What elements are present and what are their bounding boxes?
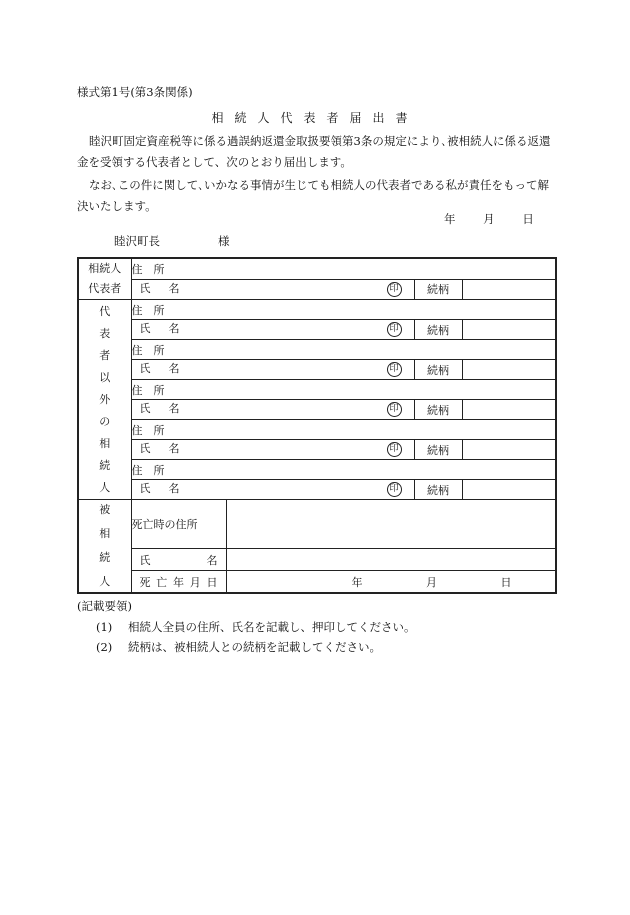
deceased-header: 被 相 続 人 xyxy=(78,500,131,594)
other-heir-address-row xyxy=(78,380,556,400)
deceased-year-unit: 年 xyxy=(351,575,363,589)
deceased-name-row xyxy=(78,549,556,571)
addressee-honorific: 様 xyxy=(218,234,230,248)
other-heirs-header-char: 以 xyxy=(99,370,111,384)
relation-label: 続柄 xyxy=(414,440,462,460)
other-heir-relation-field[interactable] xyxy=(462,440,556,460)
other-heirs-header-char: 者 xyxy=(99,348,111,362)
other-heir-address-row xyxy=(78,300,556,320)
other-heir-name-row xyxy=(78,480,556,500)
seal-icon: 印 xyxy=(387,322,402,337)
other-heir-relation-field[interactable] xyxy=(462,320,556,340)
other-heir-name-field[interactable] xyxy=(131,480,414,500)
address-label: 住 所 xyxy=(131,423,165,437)
form-title: 相続人代表者届出書 xyxy=(211,111,419,125)
other-heir-address-row xyxy=(78,460,556,480)
representative-header-line1: 相続人 xyxy=(88,262,122,275)
representative-relation-field[interactable] xyxy=(462,279,556,300)
other-heir-address-field[interactable] xyxy=(131,380,556,400)
name-label: 氏 名 xyxy=(139,281,180,295)
note-item: (1) 相続人全員の住所、氏名を記載し、押印してください。 xyxy=(96,620,416,634)
other-heir-address-field[interactable] xyxy=(131,420,556,440)
other-heir-name-row xyxy=(78,360,556,380)
responsibility-paragraph: なお､この件に関して､いかなる事情が生じても相続人の代表者である私が責任をもって解決いたします。 xyxy=(77,178,549,213)
other-heir-name-field[interactable] xyxy=(131,400,414,420)
address-label: 住 所 xyxy=(131,262,165,276)
day-label: 日 xyxy=(522,212,534,226)
submission-date[interactable] xyxy=(444,211,534,227)
deceased-month-unit: 月 xyxy=(426,575,437,589)
other-heir-address-row xyxy=(78,340,556,360)
seal-icon: 印 xyxy=(387,362,402,377)
address-label: 住 所 xyxy=(131,383,165,397)
address-label: 住 所 xyxy=(131,343,165,357)
seal-icon: 印 xyxy=(387,442,402,457)
heirs-form-table xyxy=(77,257,557,594)
year-label: 年 xyxy=(444,212,456,226)
name-label: 氏 名 xyxy=(139,322,180,335)
deceased-name-field[interactable] xyxy=(226,549,556,571)
intro-paragraph: 睦沢町固定資産税等に係る過誤納返還金取扱要領第3条の規定により､被相続人に係る返還金を受領する代表者として、次のとおり届出します。 xyxy=(77,134,551,169)
deceased-address-row xyxy=(78,500,556,549)
deceased-date-row xyxy=(78,571,556,593)
month-label: 月 xyxy=(483,212,495,226)
address-label: 住 所 xyxy=(131,303,165,317)
other-heirs-header-char: 外 xyxy=(99,392,111,406)
other-heirs-header-char: 表 xyxy=(99,326,111,340)
other-heir-relation-field[interactable] xyxy=(462,480,556,500)
seal-icon: 印 xyxy=(387,282,402,297)
deceased-address-field[interactable] xyxy=(226,500,556,549)
other-heir-name-row xyxy=(78,400,556,420)
relation-label: 続柄 xyxy=(414,360,462,380)
addressee-name: 睦沢町長 xyxy=(114,234,160,248)
deceased-address-label: 死亡時の住所 xyxy=(131,500,226,549)
seal-icon: 印 xyxy=(387,482,402,497)
deceased-name-label: 氏 名 xyxy=(131,549,226,571)
representative-address-row xyxy=(78,258,556,279)
deceased-date-field[interactable] xyxy=(226,571,556,593)
deceased-date-label: 死 亡 年 月 日 xyxy=(131,571,226,593)
other-heirs-header-char: 代 xyxy=(99,304,111,318)
other-heir-address-field[interactable] xyxy=(131,340,556,360)
name-label: 氏 名 xyxy=(139,482,180,495)
form-id: 様式第1号(第3条関係) xyxy=(77,85,193,99)
other-heirs-header xyxy=(78,300,131,500)
representative-name-field[interactable] xyxy=(131,279,414,300)
other-heir-address-field[interactable] xyxy=(131,460,556,480)
representative-header xyxy=(78,258,131,300)
other-heirs-header-char: 続 xyxy=(99,458,111,472)
other-heir-name-row xyxy=(78,320,556,340)
other-heir-address-row xyxy=(78,420,556,440)
other-heirs-header-char: 相 xyxy=(99,436,111,450)
relation-label: 続柄 xyxy=(414,480,462,500)
name-label: 氏 名 xyxy=(139,402,180,415)
notes-heading: (記載要領) xyxy=(77,599,132,613)
seal-icon: 印 xyxy=(387,402,402,417)
other-heirs-header-char: 人 xyxy=(99,480,111,494)
other-heirs-header-char: の xyxy=(99,414,111,428)
relation-label: 続柄 xyxy=(414,279,462,300)
deceased-day-unit: 日 xyxy=(500,575,512,589)
other-heir-name-field[interactable] xyxy=(131,320,414,340)
other-heir-name-field[interactable] xyxy=(131,440,414,460)
address-label: 住 所 xyxy=(131,463,165,477)
other-heir-relation-field[interactable] xyxy=(462,360,556,380)
addressee xyxy=(114,233,230,249)
representative-header-line2: 代表者 xyxy=(88,282,122,295)
name-label: 氏 名 xyxy=(139,362,180,375)
other-heir-name-row xyxy=(78,440,556,460)
relation-label: 続柄 xyxy=(414,400,462,420)
representative-address-field[interactable] xyxy=(131,258,556,279)
other-heir-name-field[interactable] xyxy=(131,360,414,380)
other-heir-relation-field[interactable] xyxy=(462,400,556,420)
name-label: 氏 名 xyxy=(139,442,180,455)
note-item: (2) 続柄は、被相続人との続柄を記載してください。 xyxy=(96,640,381,654)
other-heir-address-field[interactable] xyxy=(131,300,556,320)
representative-name-row xyxy=(78,279,556,300)
relation-label: 続柄 xyxy=(414,320,462,340)
